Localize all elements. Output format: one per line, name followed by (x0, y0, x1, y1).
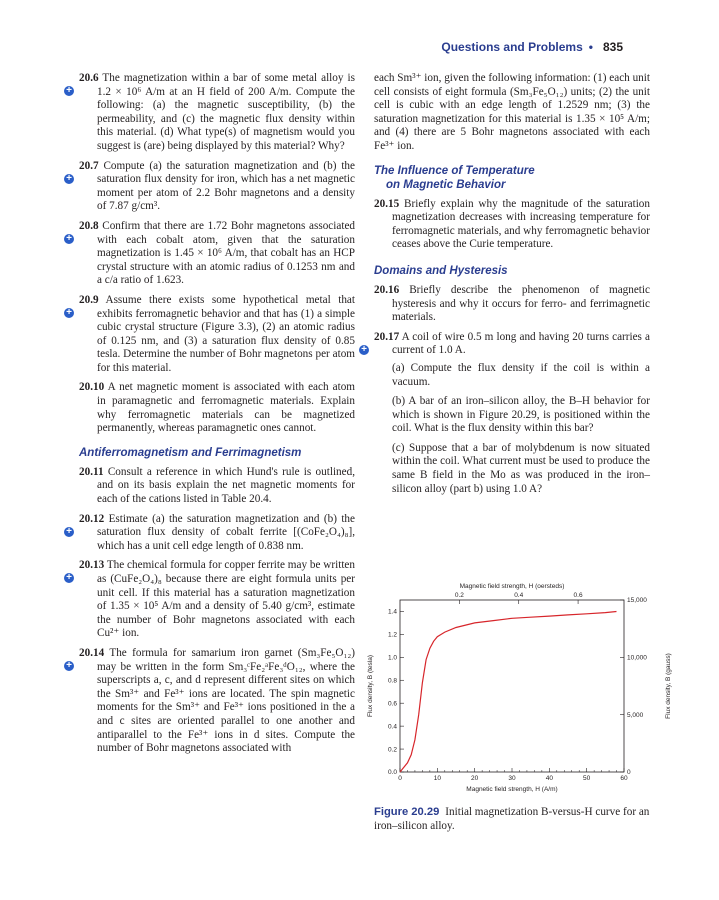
x-axis-label: Magnetic field strength, H (A/m) (466, 786, 558, 793)
problem-text: The magnetization within a bar of some metal alloy is 1.2 × 10⁶ A/m at an H field of 200 A/m. Compute the following: (a) the magnetic susceptibility, (b) the permeability, and (c) the magnetic flux density within this material. (d) What type(s) of magnetism would you suggest is (are) being displayed by this material? Why? (97, 72, 355, 152)
y-tick-label: 0.4 (387, 723, 397, 731)
problem-number: 20.11 (79, 465, 104, 478)
problem-20-9 (66, 293, 355, 376)
section-heading-temperature: The Influence of Temperature (374, 164, 535, 177)
plus-circle-icon[interactable]: + (64, 661, 74, 671)
x-tick-label: 0 (398, 775, 402, 782)
problem-text: The formula for samarium iron garnet (Sm₃Fe₅O₁₂) may be written in the form Sm₃ᶜFe₂ᵃFe₃ᵈO₁₂, where the superscripts a, c, and d represent different sites on which the Sm³⁺ and Fe³⁺ ions are located. The spin magnetic moments for the Sm³⁺ and Fe³⁺ ions positioned in the a and c sites are oriented parallel to one another and antiparallel to the Fe³⁺ ions in d sites. Compute the number of Bohr magnetons associated with (97, 646, 355, 755)
y-tick-label: 1.2 (387, 631, 397, 639)
problem-text: Assume there exists some hypothetical metal that exhibits ferromagnetic behavior and that has (1) a simple cubic crystal structure (Figure 3.3), (2) an atomic radius of 0.125 nm, and (3) a saturation flux density of 0.85 tesla. Determine the number of Bohr magnetons per atom for this material. (97, 293, 355, 374)
problem-20-13 (66, 559, 355, 641)
y2-tick-label: 5,000 (627, 711, 644, 719)
plus-circle-icon[interactable]: + (359, 345, 369, 355)
problem-20-17-part-c: (c) Suppose that a bar of molybdenum is now situated within the coil. What current must be used to produce the same B field in the Mo as was produced in the iron–silicon alloy (part b) using 1.0 A? (392, 441, 650, 495)
problem-number: 20.8 (79, 219, 99, 232)
figure-label: Figure 20.29 (374, 806, 440, 818)
plus-circle-icon[interactable]: + (64, 573, 74, 583)
problem-text: A net magnetic moment is associated with each atom in paramagnetic and ferromagnetic materials. Explain why ferromagnetic materials can be magnetized permanently, whereas paramagnetic ones cannot. (97, 381, 355, 435)
problem-number: 20.14 (79, 646, 105, 659)
problem-20-10 (79, 381, 355, 435)
problem-number: 20.16 (374, 283, 400, 296)
figure-caption (374, 806, 664, 833)
page-number: 835 (602, 40, 623, 54)
problem-number: 20.10 (79, 381, 105, 394)
problem-20-17 (361, 330, 650, 358)
plus-circle-icon[interactable]: + (64, 234, 74, 244)
x2-tick-label: 0.2 (454, 592, 464, 599)
y-tick-label: 0.2 (387, 746, 397, 754)
y-tick-label: 1.0 (387, 654, 397, 662)
problem-text: Briefly explain why the magnitude of the saturation magnetization decreases with increasing temperature for ferromagnetic materials, and why ferromagnetic behavior ceases above the Curie temperature. (392, 197, 650, 251)
problem-20-8 (66, 219, 355, 288)
y-tick-label: 0.0 (387, 769, 397, 777)
header-bullet: • (588, 40, 593, 54)
section-heading-domains: Domains and Hysteresis (374, 264, 508, 277)
problem-text: Estimate (a) the saturation magnetization and (b) the saturation flux density of cobalt ferrite [(CoFe₂O₄)₈], which has a unit cell edge length of 0.838 nm. (97, 512, 355, 552)
section-heading-temperature-line2: on Magnetic Behavior (386, 178, 506, 191)
x-tick-label: 30 (508, 775, 516, 782)
plus-circle-icon[interactable]: + (64, 527, 74, 537)
x2-tick-label: 0.4 (514, 592, 524, 599)
y-axis-label: Flux density, B (tesla) (367, 654, 374, 718)
section-heading-antiferromagnetism: Antiferromagnetism and Ferrimagnetism (79, 446, 302, 459)
y-tick-label: 0.6 (387, 700, 397, 708)
x-tick-label: 20 (471, 775, 479, 782)
problem-20-17-part-a: (a) Compute the flux density if the coil is within a vacuum. (392, 361, 650, 388)
x-tick-label: 40 (545, 775, 553, 782)
problem-number: 20.12 (79, 512, 105, 525)
caption-text: Initial magnetization B-versus-H curve for an iron–silicon alloy. (374, 806, 650, 832)
x-tick-label: 10 (433, 775, 441, 782)
running-header (441, 40, 623, 54)
problem-20-7 (66, 159, 355, 214)
y2-tick-label: 10,000 (627, 654, 647, 662)
x2-tick-label: 0.6 (573, 592, 583, 599)
problem-text: Briefly describe the phenomenon of magnetic hysteresis and why it occurs for ferro- and ferrimagnetic materials. (392, 283, 650, 324)
problem-20-11 (79, 466, 355, 507)
problem-text: Consult a reference in which Hund's rule is outlined, and on its basis explain the net magnetic moments for each of the cations listed in Table 20.4. (97, 465, 356, 506)
y2-axis-label: Flux density, B (gauss) (665, 653, 672, 719)
problem-20-6 (66, 72, 355, 154)
x2-axis-label: Magnetic field strength, H (oersteds) (459, 583, 565, 590)
problem-20-14-continued: each Sm³⁺ ion, given the following information: (1) each unit cell consists of eight formula (Sm₃Fe₅O₁₂) units; (2) the unit cell is cubic with an edge length of 1.2529 nm; (3) the saturation magnetization for this material is 1.35 × 10⁵ A/m; and (4) there are 5 Bohr magnetons associated with each Fe³⁺ ion. (374, 72, 650, 152)
x-tick-label: 50 (583, 775, 591, 782)
y2-tick-label: 0 (627, 769, 631, 777)
problem-number: 20.7 (79, 159, 99, 172)
problem-text: The chemical formula for copper ferrite may be written as (CuFe₂O₄)₈ because there are eight formula units per unit cell. If this material has a saturation magnetization of 1.35 × 10⁵ A/m and a density of 5.40 g/cm³, estimate the number of Bohr magnetons associated with each Cu²⁺ ion. (97, 559, 355, 640)
plus-circle-icon[interactable]: + (64, 174, 74, 184)
problem-20-12 (66, 512, 355, 554)
problem-20-17-part-b: (b) A bar of an iron–silicon alloy, the B–H behavior for which is shown in Figure 20.29, is positioned within the coil. What is the flux density within this bar? (392, 395, 650, 435)
chart-ticks (388, 592, 647, 782)
problem-20-16 (374, 284, 650, 325)
right-column (361, 72, 650, 502)
problem-text: Compute (a) the saturation magnetization and (b) the saturation flux density for iron, which has a net magnetic moment per atom of 2.2 Bohr magnetons and a density of 7.87 g/cm³. (97, 159, 355, 213)
figure-20-29 (362, 576, 678, 800)
problem-20-15 (374, 198, 650, 252)
problem-number: 20.9 (79, 293, 99, 306)
problem-number: 20.13 (79, 559, 105, 572)
problem-text: A coil of wire 0.5 m long and having 20 turns carries a current of 1.0 A. (392, 330, 650, 357)
problem-number: 20.6 (79, 72, 99, 84)
series-line-iron-silicon (400, 612, 617, 773)
problem-text: Confirm that there are 1.72 Bohr magnetons associated with each cobalt atom, given that the saturation magnetization is 1.45 × 10⁶ A/m, that cobalt has an HCP crystal structure with an atomic radius of 0.1253 nm and a c/a ratio of 1.623. (97, 219, 355, 287)
bh-curve-chart (362, 576, 678, 800)
chart-axes (400, 600, 624, 772)
plus-circle-icon[interactable]: + (64, 86, 74, 96)
header-title: Questions and Problems (441, 40, 583, 54)
y-tick-label: 1.4 (387, 608, 397, 616)
problem-20-14 (66, 646, 355, 756)
plus-circle-icon[interactable]: + (64, 308, 74, 318)
plot-frame (400, 600, 624, 772)
y-tick-label: 0.8 (387, 677, 397, 685)
problem-number: 20.17 (374, 330, 400, 343)
left-column (66, 72, 356, 762)
problem-number: 20.15 (374, 197, 400, 210)
y2-tick-label: 15,000 (627, 597, 647, 605)
x-tick-label: 60 (620, 775, 628, 782)
